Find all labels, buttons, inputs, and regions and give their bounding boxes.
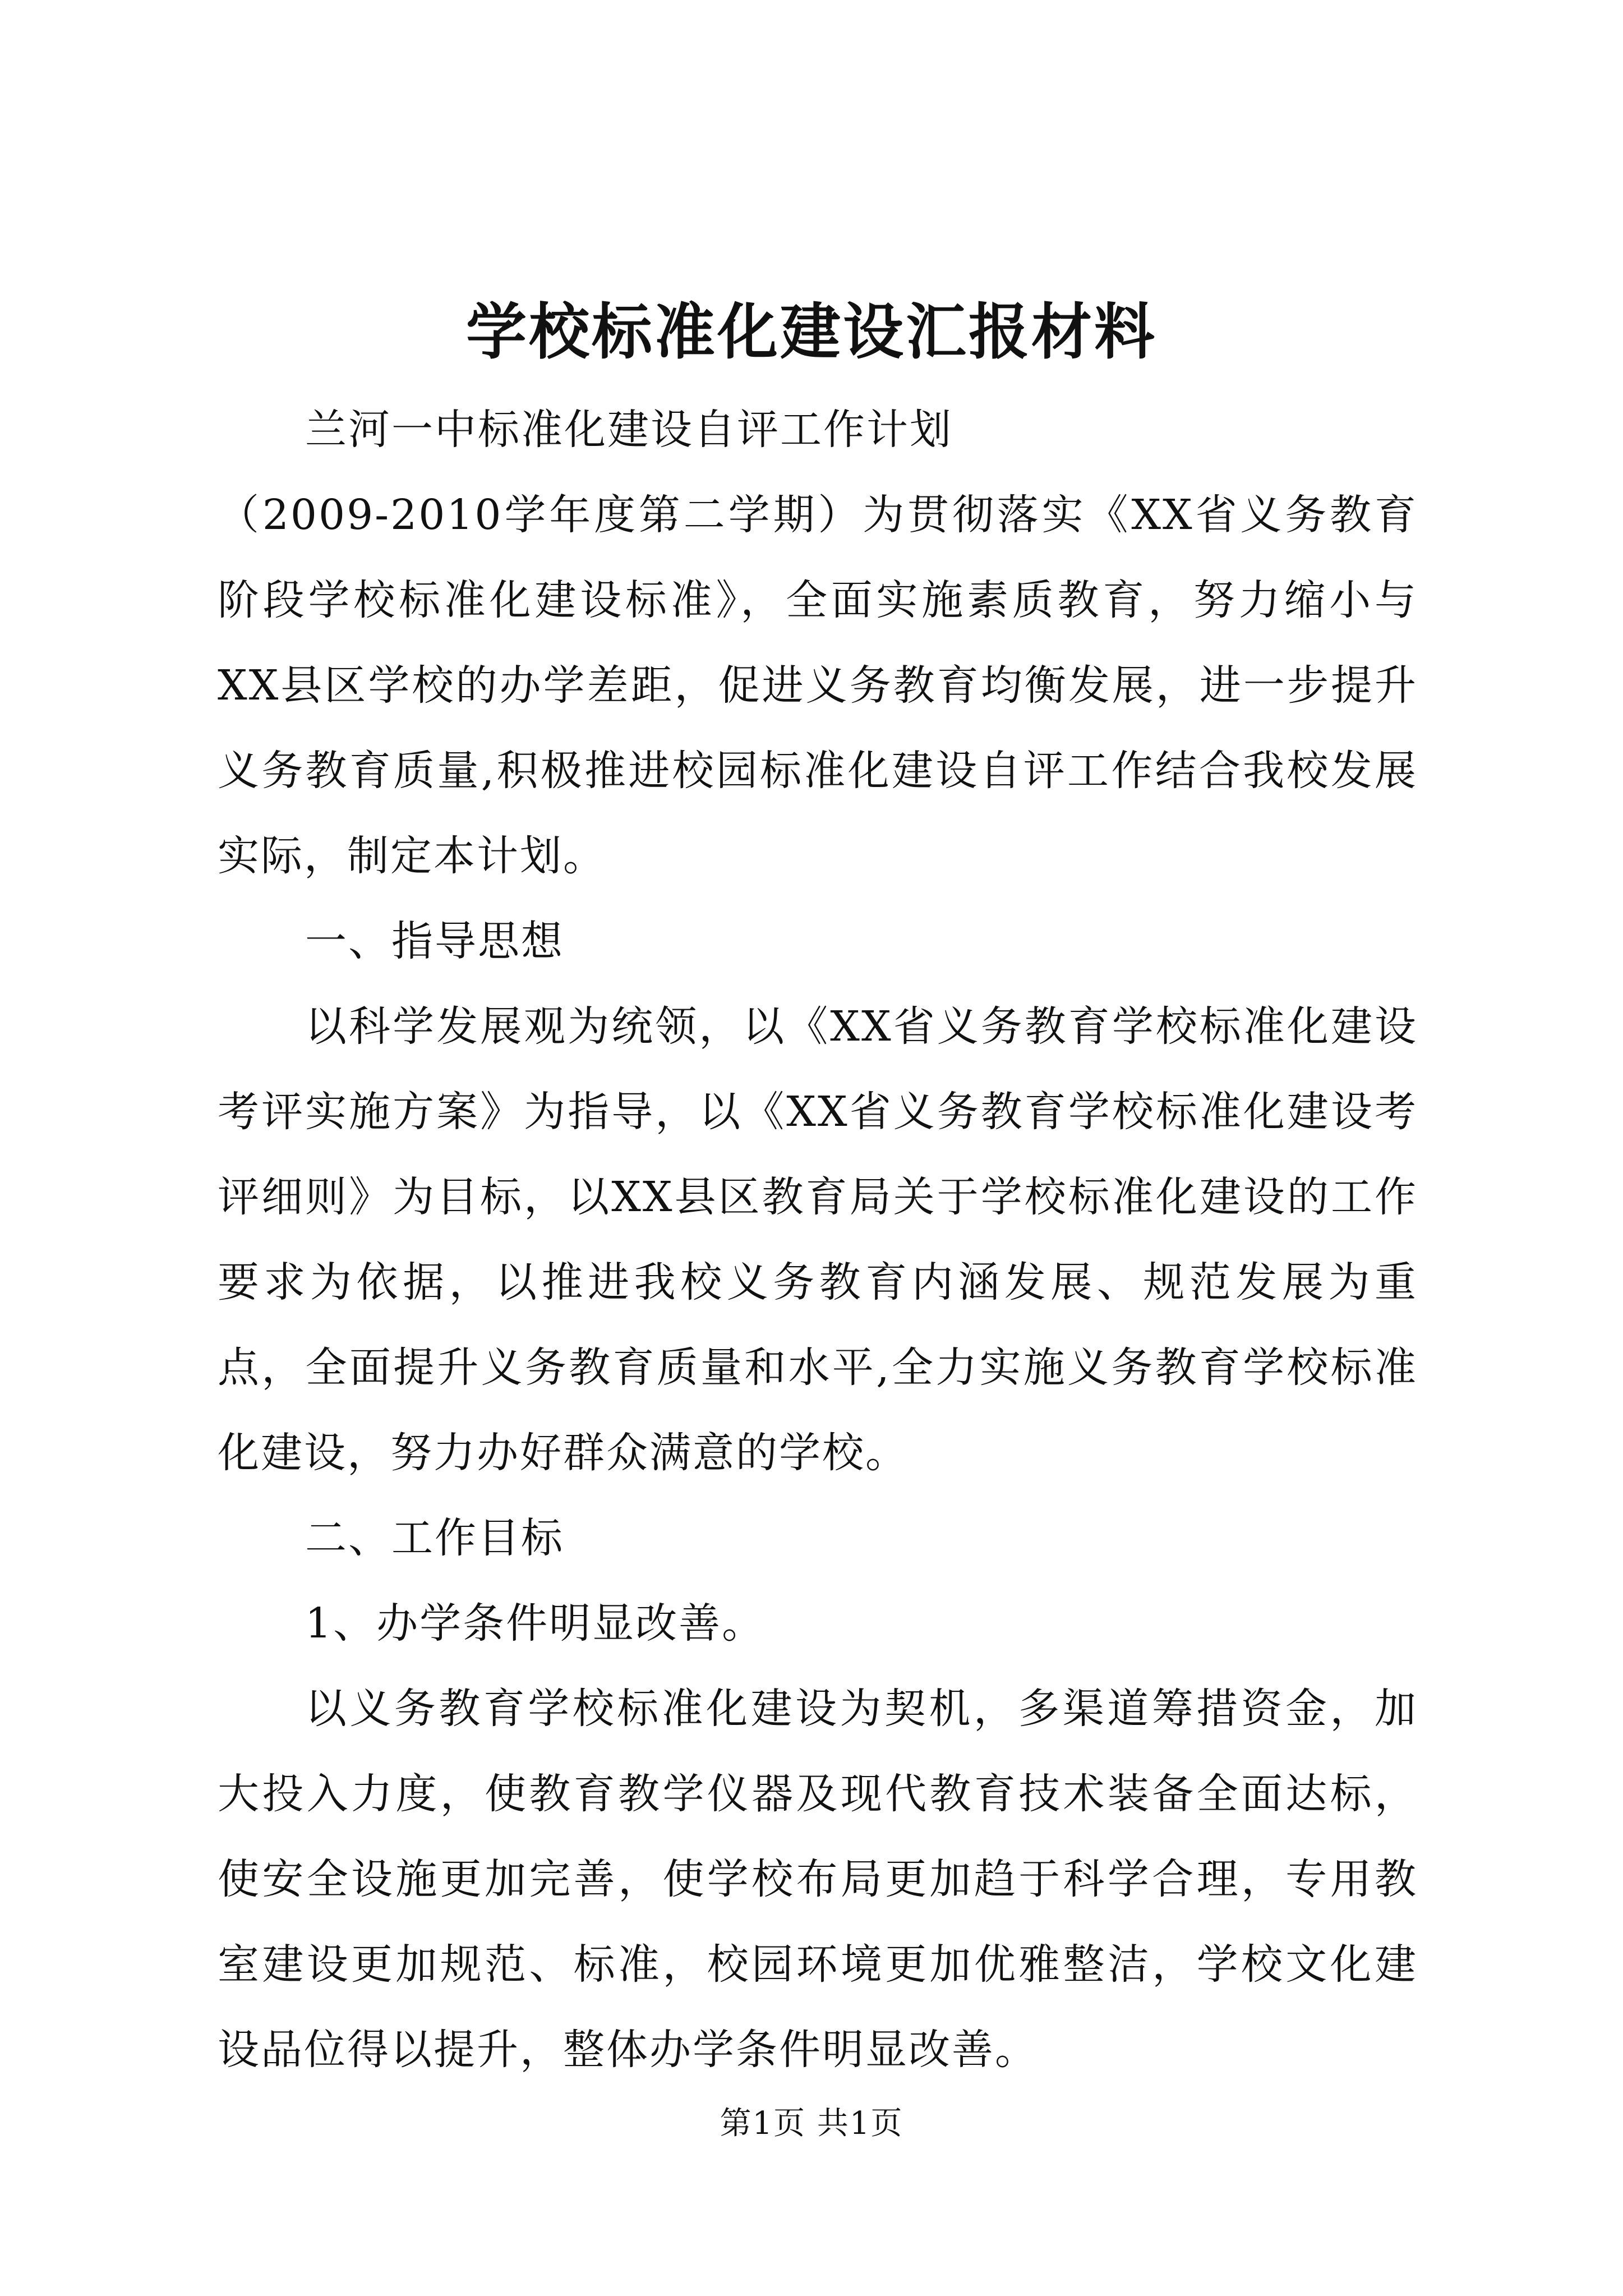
document-title: 学校标准化建设汇报材料 xyxy=(465,297,1157,367)
section-heading-work-goals: 二、工作目标 xyxy=(305,1514,564,1562)
plan-heading: 兰河一中标准化建设自评工作计划 xyxy=(305,406,953,454)
document-body xyxy=(218,387,1418,2092)
page-footer: 第1页 共1页 xyxy=(720,2105,903,2142)
intro-paragraph: （2009-2010学年度第二学期）为贯彻落实《XX省义务教育阶段学校标准化建设标准》，全面实施素质教育，努力缩小与XX县区学校的办学差距，促进义务教育均衡发展，进一步提升义务教育质量,积极推进校园标准化建设自评工作结合我校发展实际，制定本计划。 xyxy=(218,491,1418,880)
conditions-paragraph: 以义务教育学校标准化建设为契机，多渠道筹措资金，加大投入力度，使教育教学仪器及现代教育技术装备全面达标，使安全设施更加完善，使学校布局更加趋于科学合理，专用教室建设更加规范、标准，校园环境更加优雅整洁，学校文化建设品位得以提升，整体办学条件明显改善。 xyxy=(218,1685,1418,2074)
subheading-conditions-improved: 1、办学条件明显改善。 xyxy=(305,1599,766,1648)
section-heading-guiding-thought: 一、指导思想 xyxy=(305,917,564,965)
guiding-thought-paragraph: 以科学发展观为统领，以《XX省义务教育学校标准化建设考评实施方案》为指导，以《XX省义务教育学校标准化建设考评细则》为目标，以XX县区教育局关于学校标准化建设的工作要求为依据，以推进我校义务教育内涵发展、规范发展为重点，全面提升义务教育质量和水平,全力实施义务教育学校标准化建设，努力办好群众满意的学校。 xyxy=(218,1002,1418,1477)
